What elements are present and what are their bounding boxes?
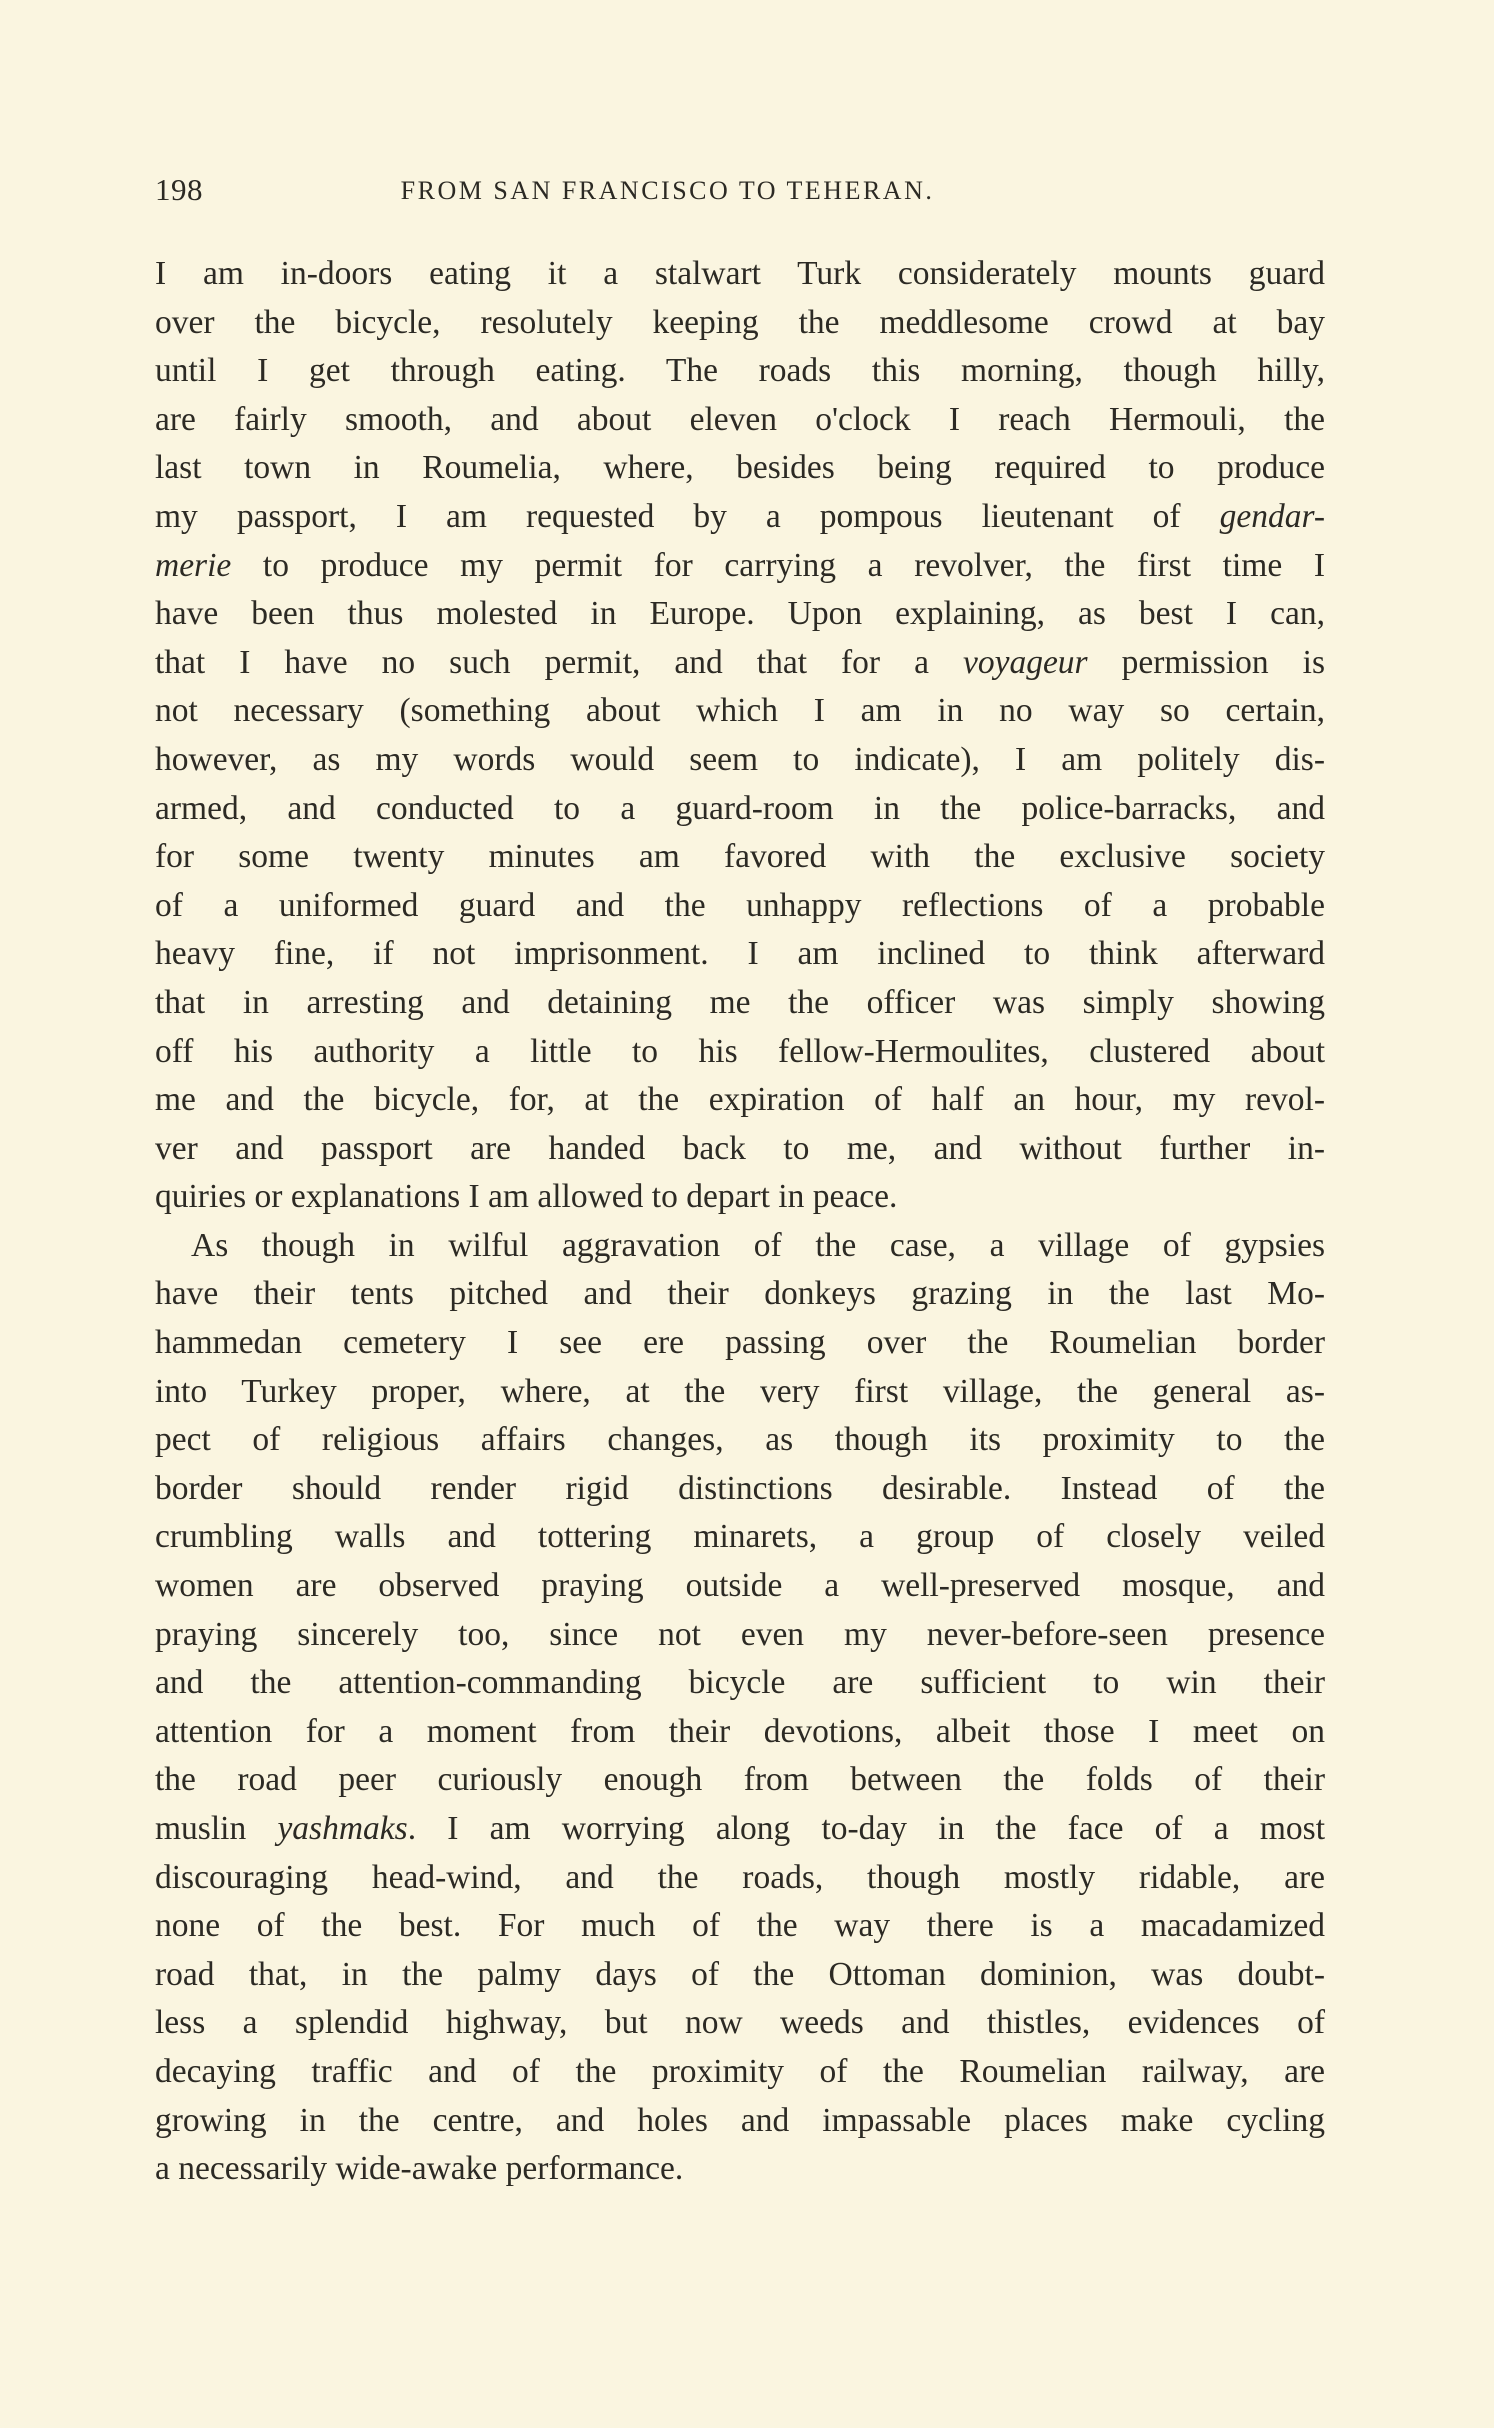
text-line: for some twenty minutes am favored with the exclusive society (155, 838, 1325, 876)
text-line: merie to produce my permit for carrying a revolver, the first time I (155, 546, 1325, 584)
text-line: decaying traffic and of the proximity of the Roumelian railway, are (155, 2052, 1325, 2090)
text-line: me and the bicycle, for, at the expiration of half an hour, my revol- (155, 1081, 1325, 1119)
text-line: however, as my words would seem to indicate), I am politely dis- (155, 740, 1325, 778)
text-line: praying sincerely too, since not even my never-before-seen presence (155, 1615, 1325, 1653)
text-line: none of the best. For much of the way there is a macadamized (155, 1907, 1325, 1945)
text-line: a necessarily wide-awake performance. (155, 2150, 684, 2188)
text-line: off his authority a little to his fellow-Hermoulites, clustered about (155, 1032, 1325, 1070)
text-line: muslin yashmaks. I am worrying along to-day in the face of a most (155, 1810, 1326, 1847)
text-line: last town in Roumelia, where, besides being required to produce (155, 449, 1325, 487)
text-line: the road peer curiously enough from between the folds of their (155, 1761, 1325, 1799)
text-line: armed, and conducted to a guard-room in the police-barracks, and (155, 789, 1325, 827)
text-line: over the bicycle, resolutely keeping the meddlesome crowd at bay (155, 303, 1325, 341)
text-line: quiries or explanations I am allowed to depart in peace. (155, 1178, 898, 1216)
text-line: hammedan cemetery I see ere passing over the Roumelian border (155, 1324, 1325, 1362)
page-header (155, 172, 1120, 222)
text-line: discouraging head-wind, and the roads, though mostly ridable, are (155, 1858, 1325, 1896)
paragraph-1 (155, 250, 1325, 1222)
text-line: growing in the centre, and holes and impassable places make cycling (155, 2101, 1325, 2139)
text-line: have been thus molested in Europe. Upon explaining, as best I can, (155, 595, 1325, 633)
text-line: attention for a moment from their devotions, albeit those I meet on (155, 1712, 1325, 1750)
text-line: women are observed praying outside a well-preserved mosque, and (155, 1567, 1325, 1605)
page-number: 198 (155, 172, 203, 207)
text-line: are fairly smooth, and about eleven o'clock I reach Hermouli, the (155, 400, 1325, 438)
text-line: heavy fine, if not imprisonment. I am inclined to think afterward (155, 935, 1325, 973)
text-line: not necessary (something about which I am in no way so certain, (155, 692, 1325, 730)
running-title: FROM SAN FRANCISCO TO TEHERAN. (400, 176, 935, 205)
text-line: have their tents pitched and their donkeys grazing in the last Mo- (155, 1275, 1325, 1313)
text-line: crumbling walls and tottering minarets, a group of closely veiled (155, 1518, 1325, 1556)
text-line: that I have no such permit, and that for a voyageur permission is (155, 643, 1325, 681)
text-line: my passport, I am requested by a pompous lieutenant of gendar- (155, 497, 1325, 535)
text-line: and the attention-commanding bicycle are sufficient to win their (155, 1664, 1325, 1702)
text-line: into Turkey proper, where, at the very first village, the general as- (155, 1372, 1325, 1410)
text-line: road that, in the palmy days of the Ottoman dominion, was doubt- (155, 1955, 1325, 1993)
text-line: ver and passport are handed back to me, and without further in- (155, 1129, 1325, 1167)
text-line: border should render rigid distinctions desirable. Instead of the (155, 1469, 1325, 1507)
text-line: that in arresting and detaining me the officer was simply showing (155, 983, 1325, 1021)
body-text (155, 250, 1325, 2194)
text-line: less a splendid highway, but now weeds and thistles, evidences of (155, 2004, 1325, 2042)
text-line: As though in wilful aggravation of the case, a village of gypsies (191, 1226, 1325, 1264)
text-line: of a uniformed guard and the unhappy reflections of a probable (155, 886, 1325, 924)
text-line: pect of religious affairs changes, as though its proximity to the (155, 1421, 1325, 1459)
paragraph-2 (155, 1222, 1325, 2194)
text-line: I am in-doors eating it a stalwart Turk considerately mounts guard (155, 255, 1325, 292)
text-line: until I get through eating. The roads this morning, though hilly, (155, 352, 1325, 390)
